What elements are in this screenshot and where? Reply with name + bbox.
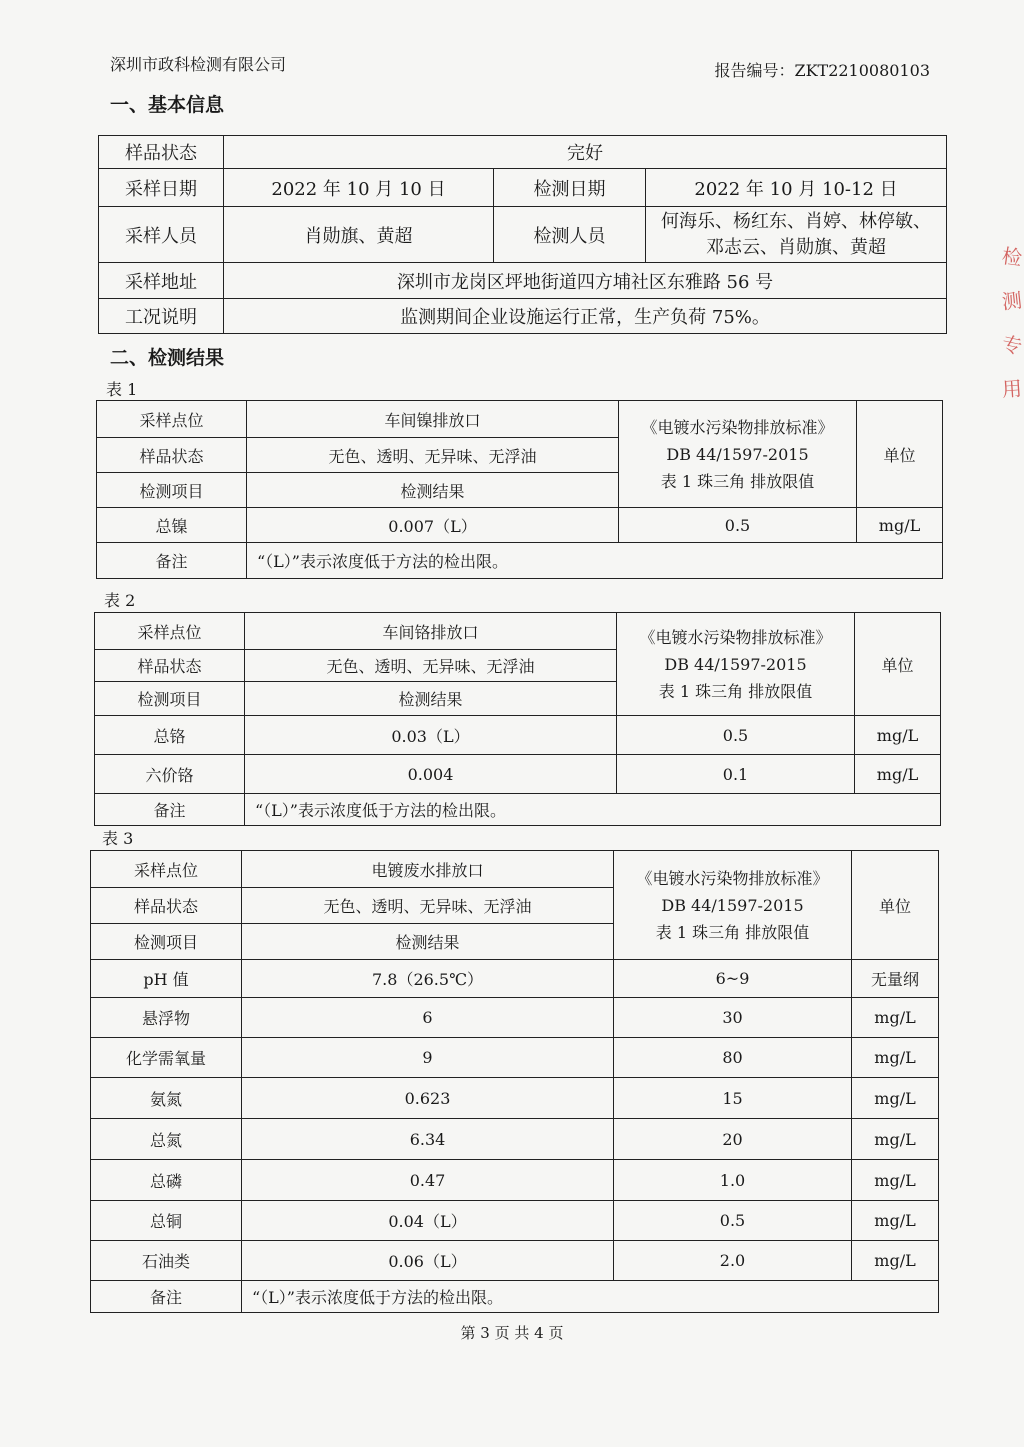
test-date-value: 2022 年 10 月 10-12 日 xyxy=(646,169,947,207)
item-unit: mg/L xyxy=(852,1038,939,1078)
item-result: 0.04（L） xyxy=(242,1201,614,1241)
item-limit: 15 xyxy=(614,1078,852,1119)
standard-code: DB 44/1597-2015 xyxy=(664,654,807,674)
item-limit: 0.5 xyxy=(617,716,855,755)
sampling-date-value: 2022 年 10 月 10 日 xyxy=(224,169,494,207)
table-row xyxy=(91,998,939,1038)
table-row xyxy=(91,1119,939,1160)
state-label: 样品状态 xyxy=(97,438,247,473)
remark-label: 备注 xyxy=(95,794,245,826)
report-number: 报告编号：ZKT2210080103 xyxy=(714,61,930,80)
sampler-label: 采样人员 xyxy=(99,207,224,263)
remark-text: “（L）”表示浓度低于方法的检出限。 xyxy=(245,794,941,826)
remark-label: 备注 xyxy=(91,1281,242,1313)
item-unit: mg/L xyxy=(852,1078,939,1119)
item-unit: mg/L xyxy=(852,1241,939,1281)
table-row xyxy=(91,1241,939,1281)
item-unit: mg/L xyxy=(855,716,941,755)
item-unit: mg/L xyxy=(852,1119,939,1160)
item-limit: 6~9 xyxy=(614,960,852,998)
item-limit: 0.1 xyxy=(617,755,855,794)
sampling-date-label: 采样日期 xyxy=(99,169,224,207)
remark-text: “（L）”表示浓度低于方法的检出限。 xyxy=(242,1281,939,1313)
table-row xyxy=(95,716,941,755)
seal-stamp-fragment: 检 测 专 用 xyxy=(999,243,1024,402)
item-limit: 1.0 xyxy=(614,1160,852,1201)
table1-caption: 表 1 xyxy=(106,380,138,399)
tester-line-2: 邓志云、肖勋旗、黄超 xyxy=(706,236,887,258)
state-value: 无色、透明、无异味、无浮油 xyxy=(242,888,614,924)
unit-header: 单位 xyxy=(857,401,943,508)
point-label: 采样点位 xyxy=(91,851,242,888)
standard-title: 《电镀水污染物排放标准》 xyxy=(636,868,829,888)
item-result: 6 xyxy=(242,998,614,1038)
section-basic-info-title: 一、基本信息 xyxy=(110,94,225,116)
table3-caption: 表 3 xyxy=(102,829,134,848)
tester-label: 检测人员 xyxy=(494,207,646,263)
standard-title: 《电镀水污染物排放标准》 xyxy=(639,627,832,647)
remark-text: “（L）”表示浓度低于方法的检出限。 xyxy=(247,543,943,579)
item-result: 0.06（L） xyxy=(242,1241,614,1281)
standard-cell xyxy=(617,613,855,716)
standard-cell xyxy=(614,851,852,960)
item-unit: mg/L xyxy=(852,998,939,1038)
page-number: 第 3 页 共 4 页 xyxy=(460,1324,564,1342)
item-limit: 0.5 xyxy=(619,508,857,543)
standard-cell xyxy=(619,401,857,508)
item-name: 总氮 xyxy=(91,1119,242,1160)
item-unit: mg/L xyxy=(852,1201,939,1241)
item-name: 氨氮 xyxy=(91,1078,242,1119)
item-unit: mg/L xyxy=(855,755,941,794)
result-header: 检测结果 xyxy=(247,473,619,508)
item-name: 石油类 xyxy=(91,1241,242,1281)
item-result: 7.8（26.5℃） xyxy=(242,960,614,998)
standard-limit-type: 表 1 珠三角 排放限值 xyxy=(655,922,810,942)
table-row xyxy=(95,755,941,794)
results-table-3 xyxy=(90,850,939,1313)
item-header: 检测项目 xyxy=(97,473,247,508)
result-header: 检测结果 xyxy=(242,924,614,960)
table-row xyxy=(97,508,943,543)
item-name: 化学需氧量 xyxy=(91,1038,242,1078)
table-row xyxy=(91,1160,939,1201)
item-name: pH 值 xyxy=(91,960,242,998)
item-name: 总磷 xyxy=(91,1160,242,1201)
unit-header: 单位 xyxy=(852,851,939,960)
state-value: 无色、透明、无异味、无浮油 xyxy=(247,438,619,473)
item-unit: mg/L xyxy=(852,1160,939,1201)
item-name: 六价铬 xyxy=(95,755,245,794)
results-table-1 xyxy=(96,400,943,579)
state-label: 样品状态 xyxy=(91,888,242,924)
item-name: 总铬 xyxy=(95,716,245,755)
item-unit: mg/L xyxy=(857,508,943,543)
standard-code: DB 44/1597-2015 xyxy=(661,895,804,915)
site-value: 深圳市龙岗区坪地街道四方埔社区东雅路 56 号 xyxy=(224,263,947,299)
item-result: 9 xyxy=(242,1038,614,1078)
item-header: 检测项目 xyxy=(95,682,245,716)
item-result: 0.007（L） xyxy=(247,508,619,543)
section-results-title: 二、检测结果 xyxy=(110,347,225,369)
standard-title: 《电镀水污染物排放标准》 xyxy=(641,417,834,437)
item-header: 检测项目 xyxy=(91,924,242,960)
item-result: 0.03（L） xyxy=(245,716,617,755)
standard-code: DB 44/1597-2015 xyxy=(666,444,809,464)
item-name: 总镍 xyxy=(97,508,247,543)
tester-line-1: 何海乐、杨红东、肖婷、林停敏、 xyxy=(661,210,932,232)
table-row xyxy=(91,1038,939,1078)
basic-info-table xyxy=(98,135,947,334)
standard-limit-type: 表 1 珠三角 排放限值 xyxy=(660,471,815,491)
item-limit: 30 xyxy=(614,998,852,1038)
condition-value: 监测期间企业设施运行正常，生产负荷 75%。 xyxy=(224,299,947,334)
item-result: 0.004 xyxy=(245,755,617,794)
sampler-value: 肖勋旗、黄超 xyxy=(224,207,494,263)
item-name: 总铜 xyxy=(91,1201,242,1241)
item-unit: 无量纲 xyxy=(852,960,939,998)
point-value: 电镀废水排放口 xyxy=(242,851,614,888)
item-limit: 0.5 xyxy=(614,1201,852,1241)
table2-caption: 表 2 xyxy=(104,591,136,610)
state-label: 样品状态 xyxy=(95,650,245,682)
point-value: 车间镍排放口 xyxy=(247,401,619,438)
remark-label: 备注 xyxy=(97,543,247,579)
item-result: 0.623 xyxy=(242,1078,614,1119)
sample-status-label: 样品状态 xyxy=(99,136,224,169)
condition-label: 工况说明 xyxy=(99,299,224,334)
state-value: 无色、透明、无异味、无浮油 xyxy=(245,650,617,682)
table-row xyxy=(91,1078,939,1119)
item-name: 悬浮物 xyxy=(91,998,242,1038)
table-row xyxy=(91,960,939,998)
table-row xyxy=(91,1201,939,1241)
point-label: 采样点位 xyxy=(95,613,245,650)
sample-status-value: 完好 xyxy=(224,136,947,169)
point-value: 车间铬排放口 xyxy=(245,613,617,650)
test-date-label: 检测日期 xyxy=(494,169,646,207)
item-limit: 80 xyxy=(614,1038,852,1078)
unit-header: 单位 xyxy=(855,613,941,716)
item-limit: 20 xyxy=(614,1119,852,1160)
result-header: 检测结果 xyxy=(245,682,617,716)
item-limit: 2.0 xyxy=(614,1241,852,1281)
company-name: 深圳市政科检测有限公司 xyxy=(110,55,287,74)
point-label: 采样点位 xyxy=(97,401,247,438)
results-table-2 xyxy=(94,612,941,826)
standard-limit-type: 表 1 珠三角 排放限值 xyxy=(658,681,813,701)
item-result: 6.34 xyxy=(242,1119,614,1160)
item-result: 0.47 xyxy=(242,1160,614,1201)
tester-value xyxy=(646,207,947,263)
site-label: 采样地址 xyxy=(99,263,224,299)
